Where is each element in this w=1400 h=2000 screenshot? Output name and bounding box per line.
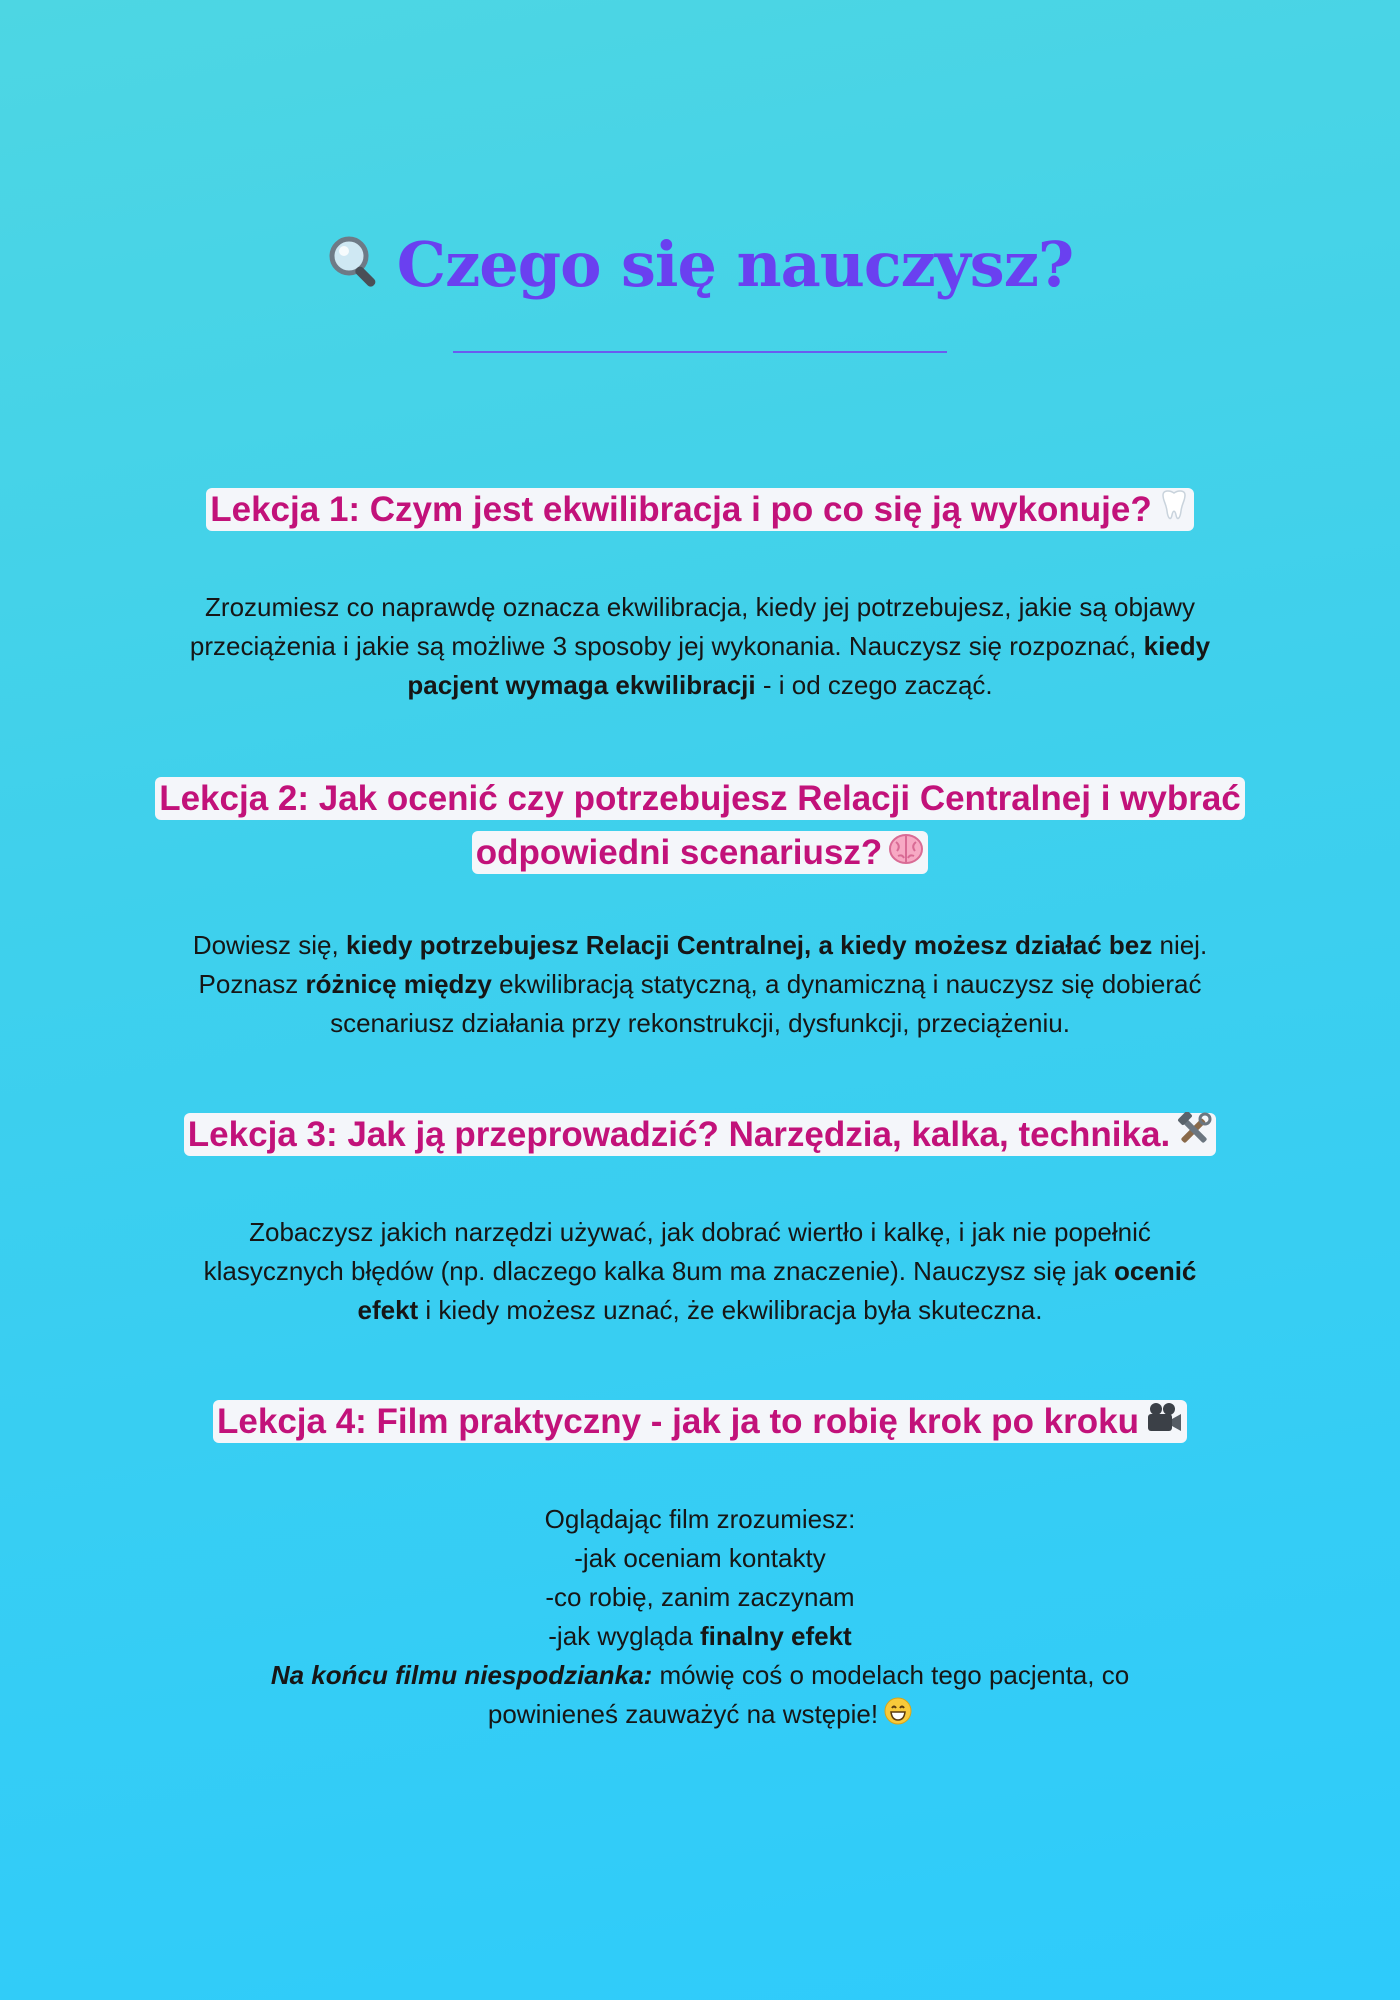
lesson-title — [155, 777, 1245, 874]
desc-bold: finalny efekt — [700, 1621, 852, 1651]
desc-text: niej. Poznasz — [198, 930, 1208, 999]
desc-line — [180, 1617, 1220, 1656]
lesson-3-heading — [150, 1108, 1250, 1164]
tooth-icon — [1158, 485, 1190, 539]
lesson-title — [206, 488, 1193, 531]
lesson-2-description — [180, 926, 1220, 1043]
brain-icon — [888, 828, 924, 882]
video-camera-icon — [1145, 1397, 1183, 1451]
lesson-title-text: Lekcja 2: Jak ocenić czy potrzebujesz Relacji Centralnej i wybrać odpowiedni scenariusz? — [159, 779, 1241, 872]
desc-bold-italic: Na końcu filmu niespodzianka: — [270, 1660, 653, 1690]
desc-text: Zobaczysz jakich narzędzi używać, jak dobrać wiertło i kalkę, i jak nie popełnić klasycznych błędów (np. dlaczego kalka 8um ma znaczenie). Nauczysz się jak — [203, 1217, 1151, 1286]
lesson-4-description — [180, 1500, 1220, 1736]
desc-line: Oglądając film zrozumiesz: — [544, 1504, 856, 1534]
lesson-title-text: Lekcja 4: Film praktyczny - jak ja to robię krok po kroku — [217, 1402, 1139, 1441]
grinning-face-icon — [884, 1697, 912, 1736]
desc-bold: ocenić efekt — [357, 1256, 1197, 1325]
lesson-3-description — [180, 1213, 1220, 1330]
lesson-title-text: Lekcja 3: Jak ją przeprowadzić? Narzędzia, kalka, technika. — [187, 1115, 1171, 1154]
desc-bold: różnicę między — [305, 969, 492, 999]
desc-text: Zrozumiesz co naprawdę oznacza ekwilibracja, kiedy jej potrzebujesz, jakie są objawy przeciążenia i jakie są możliwe 3 sposoby jej wykonania. Nauczysz się rozpoznać, — [189, 592, 1195, 661]
desc-text: ekwilibracją statyczną, a dynamiczną i nauczysz się dobierać scenariusz działania przy rekonstrukcji, dysfunkcji, przeciążeniu. — [330, 969, 1202, 1038]
title-divider — [453, 351, 947, 353]
page-title-row — [0, 228, 1400, 307]
desc-line — [180, 1656, 1220, 1736]
tools-icon — [1176, 1110, 1212, 1164]
desc-text: Dowiesz się, — [192, 930, 346, 960]
lesson-1-heading — [150, 483, 1250, 539]
lesson-title — [184, 1113, 1216, 1156]
desc-text: -jak wygląda — [548, 1621, 700, 1651]
lesson-title — [213, 1400, 1187, 1443]
page-title: Czego się nauczysz? — [396, 228, 1074, 301]
lesson-1-description — [180, 588, 1220, 705]
lesson-title-text: Lekcja 1: Czym jest ekwilibracja i po co się ją wykonuje? — [210, 490, 1152, 529]
lesson-4-heading — [150, 1395, 1250, 1451]
desc-text: mówię coś o modelach tego pacjenta, co powinieneś zauważyć na wstępie! — [487, 1660, 1130, 1729]
desc-bold: kiedy pacjent wymaga ekwilibracji — [407, 631, 1211, 700]
desc-bold: kiedy potrzebujesz Relacji Centralnej, a kiedy możesz działać bez — [345, 930, 1153, 960]
lesson-2-heading — [150, 772, 1250, 882]
desc-text: - i od czego zacząć. — [755, 670, 993, 700]
desc-text: i kiedy możesz uznać, że ekwilibracja była skuteczna. — [418, 1295, 1043, 1325]
magnifier-icon — [327, 234, 385, 307]
desc-line: -jak oceniam kontakty — [574, 1543, 826, 1573]
desc-line: -co robię, zanim zaczynam — [545, 1582, 855, 1612]
